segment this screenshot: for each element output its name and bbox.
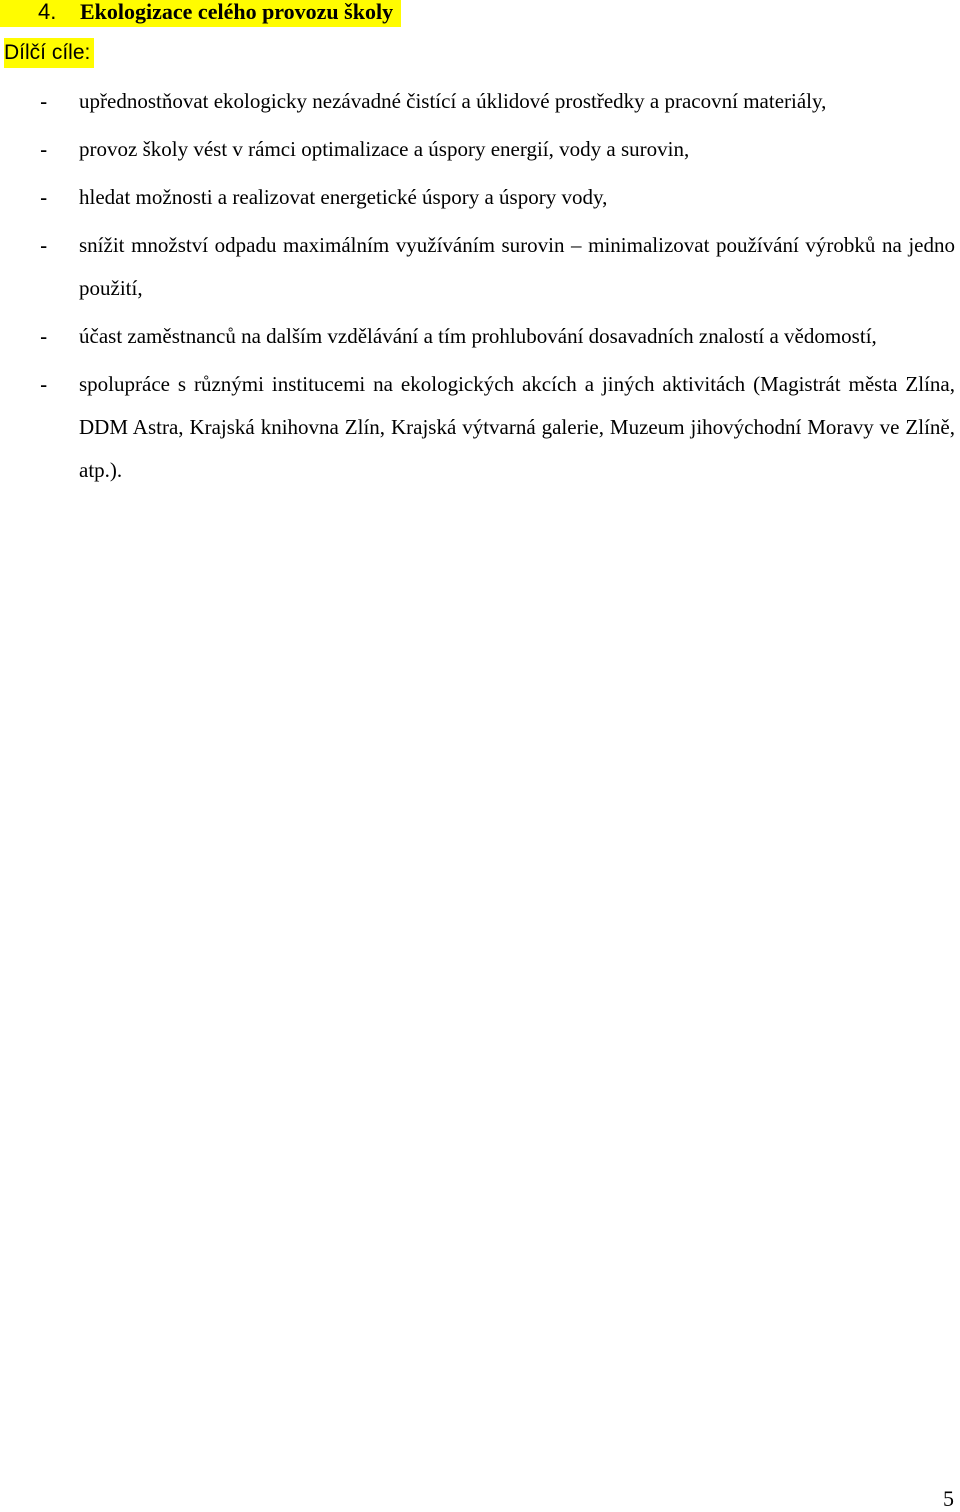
list-item-text: hledat možnosti a realizovat energetické úspory a úspory vody, [79, 185, 608, 209]
list-item-text: provoz školy vést v rámci optimalizace a úspory energií, vody a surovin, [79, 137, 690, 161]
list-item [0, 224, 960, 310]
list-bullet: - [40, 185, 48, 210]
list-item [0, 315, 960, 358]
list-item [0, 176, 960, 219]
goals-list [0, 80, 960, 497]
list-item [0, 80, 960, 123]
list-bullet: - [40, 137, 48, 162]
section-title: Ekologizace celého provozu školy [80, 0, 394, 24]
list-bullet: - [40, 89, 48, 114]
list-bullet: - [40, 372, 48, 397]
list-item-text: účast zaměstnanců na dalším vzdělávání a tím prohlubování dosavadních znalostí a vědomostí, [79, 324, 877, 348]
section-heading [0, 0, 401, 27]
list-item-text: spolupráce s různými institucemi na ekologických akcích a jiných aktivitách (Magistrát města Zlína, DDM Astra, Krajská knihovna Zlín, Krajská výtvarná galerie, Muzeum jihovýchodní Moravy ve Zlíně, atp.). [79, 372, 955, 482]
list-bullet: - [40, 324, 48, 349]
list-bullet: - [40, 233, 48, 258]
list-item [0, 363, 960, 492]
section-number: 4. [38, 0, 57, 24]
subheading: Dílčí cíle: [4, 38, 94, 68]
list-item-text: upřednostňovat ekologicky nezávadné čistící a úklidové prostředky a pracovní materiály, [79, 89, 827, 113]
list-item-text: snížit množství odpadu maximálním využíváním surovin – minimalizovat používání výrobků na jedno použití, [79, 233, 955, 300]
list-item [0, 128, 960, 171]
page-number: 5 [943, 1486, 954, 1511]
